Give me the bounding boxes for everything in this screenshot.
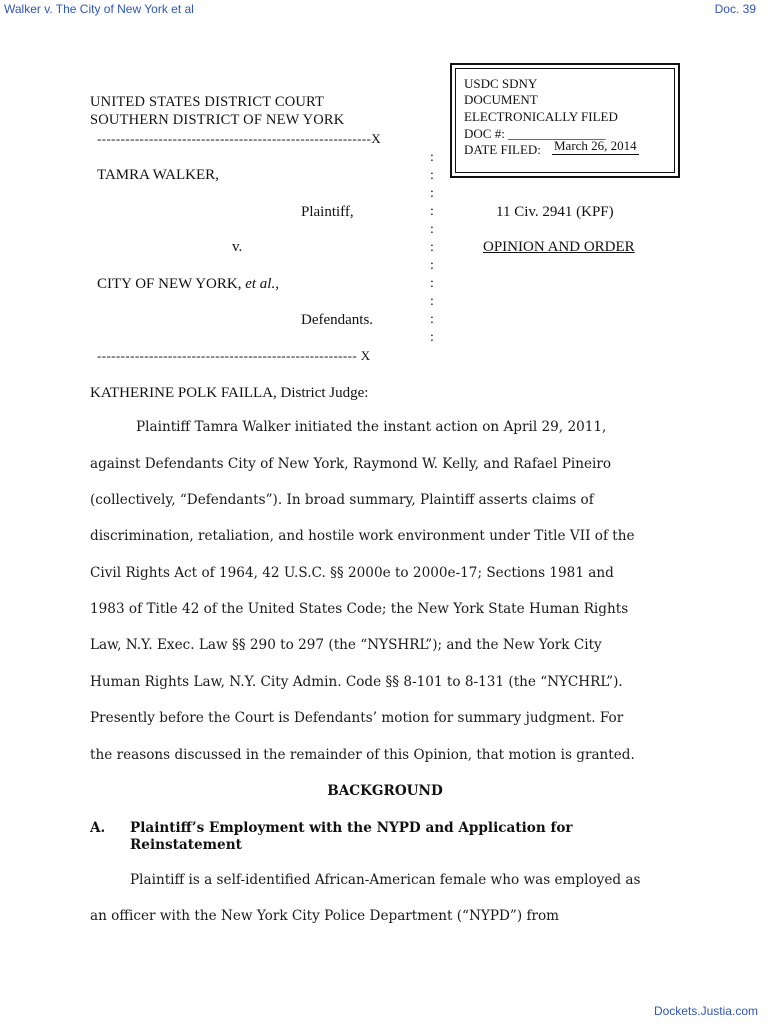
case-number: 11 Civ. 2941 (KPF): [496, 204, 614, 220]
justia-footer-link[interactable]: Dockets.Justia.com: [653, 1004, 758, 1018]
caption-colon: :: [430, 258, 434, 273]
plaintiff-role: Plaintiff,: [301, 204, 354, 220]
section-heading: BACKGROUND: [327, 783, 443, 799]
doc-number-link[interactable]: Doc. 39: [714, 2, 756, 16]
case-title-link[interactable]: Walker v. The City of New York et al: [4, 2, 194, 16]
court-name-line2: SOUTHERN DISTRICT OF NEW YORK: [90, 112, 345, 128]
versus: v.: [232, 239, 243, 255]
paragraph-line: discrimination, retaliation, and hostile work environment under Title VII of the: [90, 528, 635, 544]
defendant-etal: et al.: [245, 276, 276, 292]
paragraph-line: the reasons discussed in the remainder of this Opinion, that motion is granted.: [90, 747, 635, 763]
paragraph-line: Human Rights Law, N.Y. City Admin. Code §§ 8-101 to 8-131 (the “NYCHRL”).: [90, 674, 623, 690]
caption-colon: :: [430, 294, 434, 309]
subsection-letter: A.: [90, 820, 106, 836]
paragraph-line: Civil Rights Act of 1964, 42 U.S.C. §§ 2000e to 2000e-17; Sections 1981 and: [90, 565, 614, 581]
subsection-title-line2: Reinstatement: [130, 837, 242, 853]
defendant-comma: ,: [275, 276, 279, 292]
caption-bottom-rule: ------------------------------------------------------- X: [97, 348, 371, 363]
stamp-doc-number: DOC #: _______________: [464, 126, 606, 141]
caption-colon: :: [430, 150, 434, 165]
defendant-role: Defendants.: [301, 312, 374, 328]
stamp-date-value: March 26, 2014: [554, 138, 637, 153]
subsection-title-line1: Plaintiff’s Employment with the NYPD and Application for: [130, 820, 573, 836]
stamp-line-electronic: ELECTRONICALLY FILED: [464, 109, 618, 124]
caption-colon: :: [430, 186, 434, 201]
paragraph-line: (collectively, “Defendants”). In broad summary, Plaintiff asserts claims of: [90, 492, 594, 508]
stamp-line-document: DOCUMENT: [464, 92, 538, 107]
paragraph-line: Law, N.Y. Exec. Law §§ 290 to 297 (the “NYSHRL”); and the New York City: [90, 637, 602, 653]
defendant-name: [97, 276, 279, 293]
document-title: OPINION AND ORDER: [483, 239, 635, 255]
caption-colon: :: [430, 168, 434, 183]
caption-colon: :: [430, 312, 434, 327]
paragraph-line: Plaintiff Tamra Walker initiated the instant action on April 29, 2011,: [136, 419, 607, 435]
caption-colon: :: [430, 222, 434, 237]
plaintiff-name: TAMRA WALKER,: [97, 167, 219, 183]
court-name-line1: UNITED STATES DISTRICT COURT: [90, 94, 325, 110]
caption-top-rule: ----------------------------------------------------------X: [97, 131, 382, 146]
defendant-name-text: CITY OF NEW YORK,: [97, 276, 242, 292]
paragraph-line: Presently before the Court is Defendants’ motion for summary judgment. For: [90, 710, 624, 726]
stamp-line-usdc: USDC SDNY: [464, 76, 538, 91]
caption-colon: :: [430, 330, 434, 345]
paragraph-line: an officer with the New York City Police Department (“NYPD”) from: [90, 908, 560, 924]
stamp-date-label: DATE FILED:: [464, 142, 541, 157]
caption-colon: :: [430, 276, 434, 291]
paragraph-line: Plaintiff is a self-identified African-American female who was employed as: [130, 872, 641, 888]
paragraph-line: against Defendants City of New York, Raymond W. Kelly, and Rafael Pineiro: [90, 456, 612, 472]
caption-colon: :: [430, 240, 434, 255]
paragraph-line: 1983 of Title 42 of the United States Code; the New York State Human Rights: [90, 601, 629, 617]
caption-colon: :: [430, 204, 434, 219]
judge-line: KATHERINE POLK FAILLA, District Judge:: [90, 385, 369, 401]
